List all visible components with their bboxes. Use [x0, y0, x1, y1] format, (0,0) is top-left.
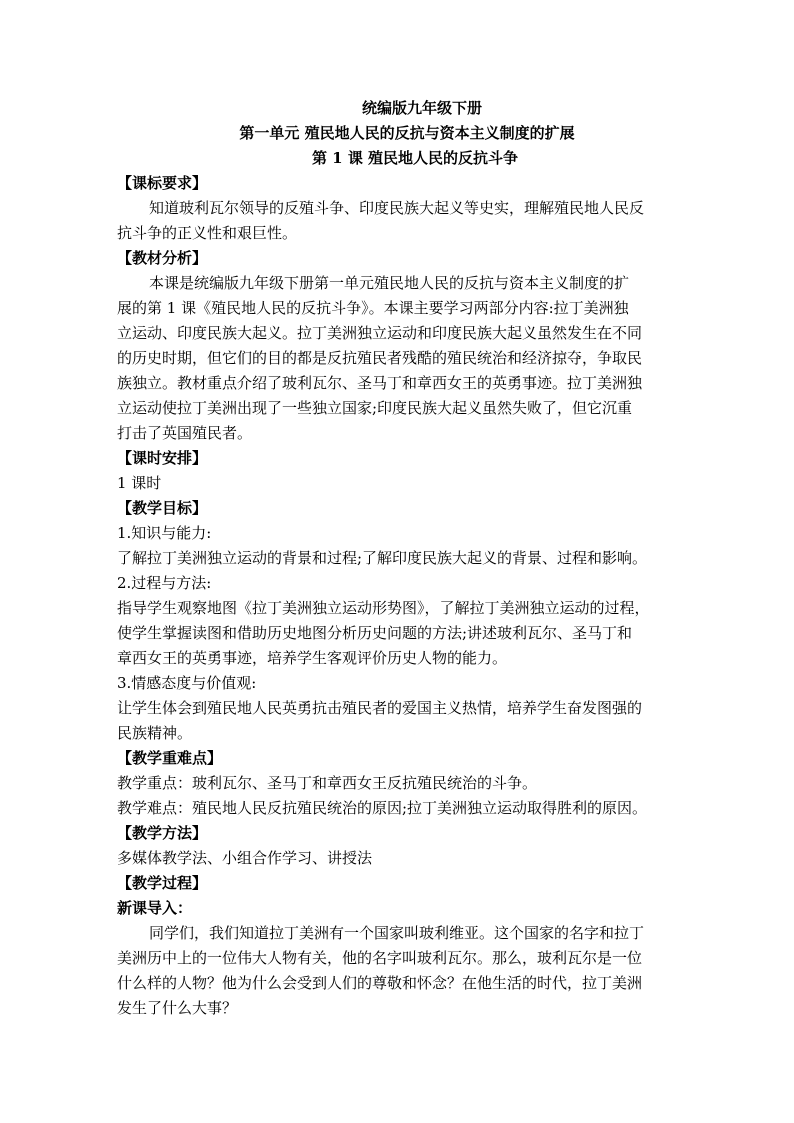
paragraph-line: 立运动使拉丁美洲出现了一些独立国家;印度民族大起义虽然失败了，但它沉重	[117, 399, 633, 417]
objective-line: 民族精神。	[117, 724, 193, 742]
key-point-line: 教学难点：殖民地人民反抗殖民统治的原因;拉丁美洲独立运动取得胜利的原因。	[117, 799, 648, 817]
objectives-block	[117, 521, 687, 746]
paragraph-line: 的历史时期，但它们的目的都是反抗殖民者残酷的殖民统治和经济掠夺，争取民	[117, 349, 643, 367]
paragraph-line: 本课是统编版九年级下册第一单元殖民地人民的反抗与资本主义制度的扩	[149, 274, 630, 292]
section-heading-methods: 【教学方法】	[117, 824, 208, 842]
intro-paragraph	[117, 921, 687, 1021]
lesson-title: 第 1 课 殖民地人民的反抗斗争	[311, 149, 519, 167]
paragraph-line: 什么样的人物？他为什么会受到人们的尊敬和怀念？在他生活的时代，拉丁美洲	[117, 974, 643, 992]
paragraph-line: 打击了英国殖民者。	[117, 424, 253, 442]
objective-line: 章西女王的英勇事迹，培养学生客观评价历史人物的能力。	[117, 649, 508, 667]
paragraph-line: 抗斗争的正义性和艰巨性。	[117, 224, 298, 242]
section-heading-key-points: 【教学重难点】	[117, 749, 223, 767]
section-heading-objectives: 【教学目标】	[117, 499, 208, 517]
paragraph-line: 同学们，我们知道拉丁美洲有一个国家叫玻利维亚。这个国家的名字和拉丁	[149, 924, 645, 942]
paragraph-line: 立运动、印度民族大起义。拉丁美洲独立运动和印度民族大起义虽然发生在不同	[117, 324, 643, 342]
objective-line: 了解拉丁美洲独立运动的背景和过程;了解印度民族大起义的背景、过程和影响。	[117, 549, 648, 567]
curriculum-paragraph	[117, 196, 687, 246]
objective-line: 3.情感态度与价值观:	[117, 674, 257, 692]
objective-line: 2.过程与方法:	[117, 574, 212, 592]
section-heading-textbook-analysis: 【教材分析】	[117, 249, 208, 267]
paragraph-line: 美洲历中上的一位伟大人物有关，他的名字叫玻利瓦尔。那么，玻利瓦尔是一位	[117, 949, 643, 967]
objective-line: 让学生体会到殖民地人民英勇抗击殖民者的爱国主义热情，培养学生奋发图强的	[117, 699, 643, 717]
document-title: 统编版九年级下册	[361, 99, 482, 117]
objective-line: 指导学生观察地图《拉丁美洲独立运动形势图》，了解拉丁美洲独立运动的过程，	[117, 599, 650, 617]
section-heading-schedule: 【课时安排】	[117, 449, 208, 467]
section-heading-curriculum: 【课标要求】	[117, 174, 208, 192]
key-points-block	[117, 771, 687, 821]
paragraph-line: 知道玻利瓦尔领导的反殖斗争、印度民族大起义等史实，理解殖民地人民反	[149, 199, 645, 217]
methods-text: 多媒体教学法、小组合作学习、讲授法	[117, 849, 373, 867]
paragraph-line: 展的第 1 课《殖民地人民的反抗斗争》。本课主要学习两部分内容:拉丁美洲独	[117, 299, 629, 317]
textbook-analysis-paragraph	[117, 271, 687, 446]
schedule-text: 1 课时	[117, 474, 162, 492]
objective-line: 使学生掌握读图和借助历史地图分析历史问题的方法;讲述玻利瓦尔、圣马丁和	[117, 624, 633, 642]
intro-subheading: 新课导入：	[117, 899, 193, 917]
paragraph-line: 发生了什么大事？	[117, 999, 238, 1017]
key-point-line: 教学重点：玻利瓦尔、圣马丁和章西女王反抗殖民统治的斗争。	[117, 774, 538, 792]
unit-title: 第一单元 殖民地人民的反抗与资本主义制度的扩展	[239, 124, 575, 142]
objective-line: 1.知识与能力:	[117, 524, 212, 542]
paragraph-line: 族独立。教材重点介绍了玻利瓦尔、圣马丁和章西女王的英勇事迹。拉丁美洲独	[117, 374, 643, 392]
section-heading-process: 【教学过程】	[117, 874, 208, 892]
document-page	[117, 96, 687, 1021]
